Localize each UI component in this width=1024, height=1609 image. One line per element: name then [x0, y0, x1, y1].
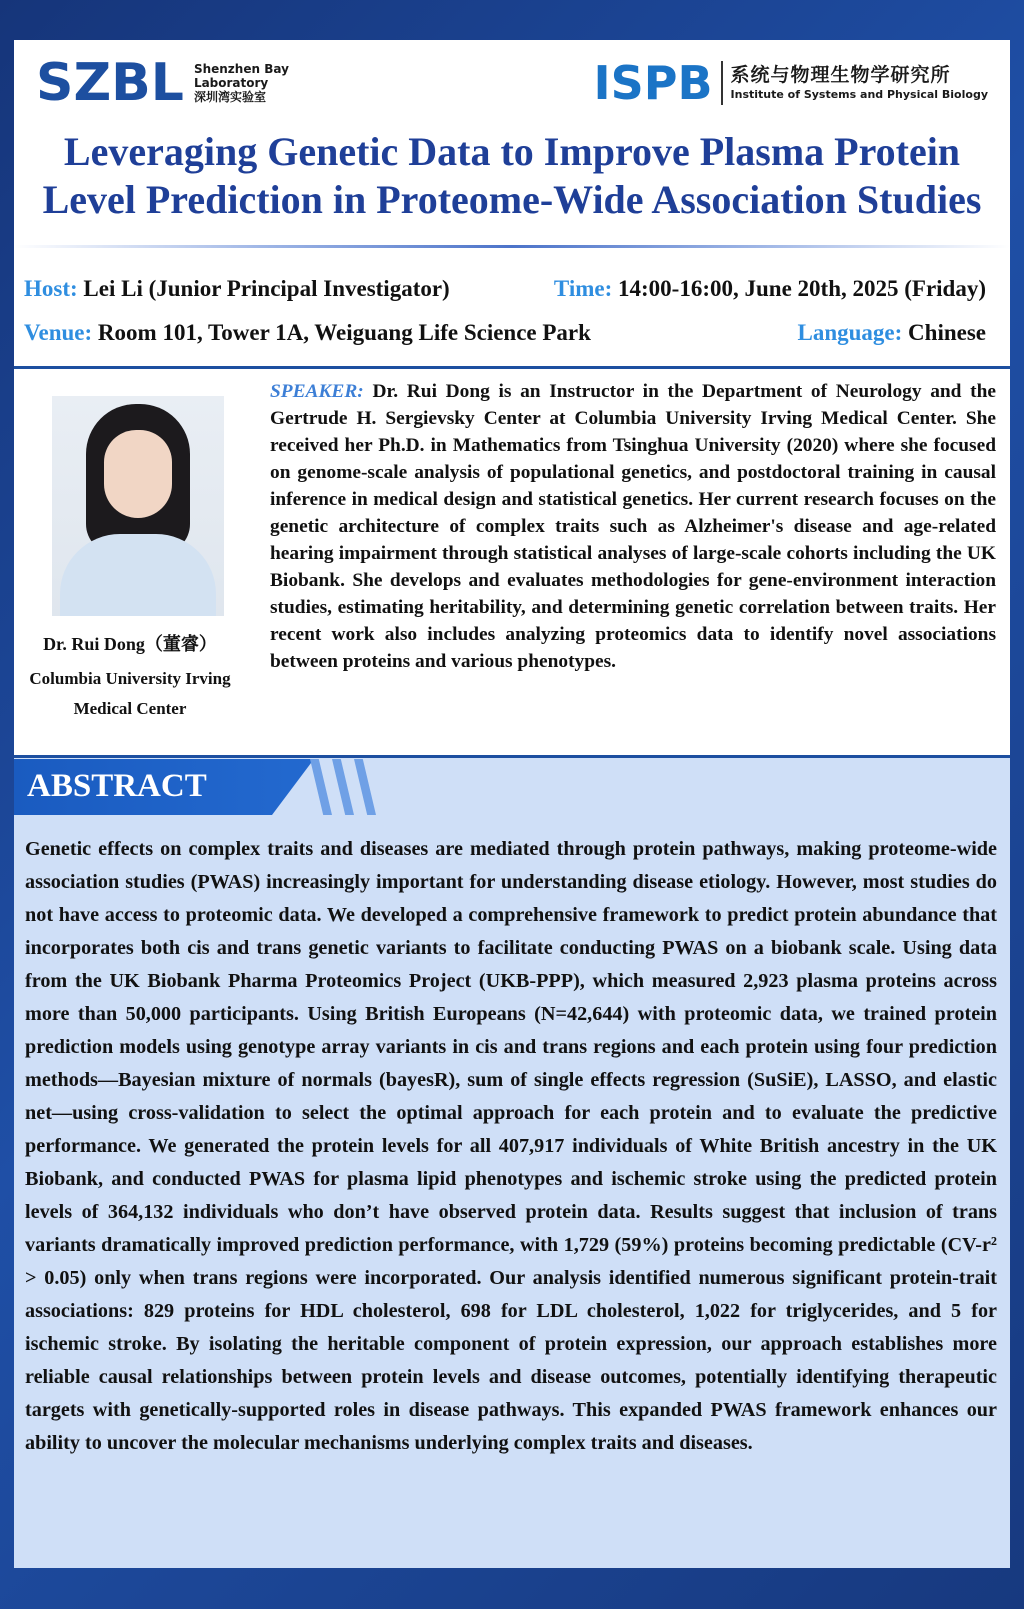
- time-group: [554, 276, 986, 302]
- title-line-2: Level Prediction in Proteome-Wide Association Studies: [42, 177, 982, 222]
- speaker-bio: [270, 378, 996, 675]
- abstract-text: Genetic effects on complex traits and diseases are mediated through protein pathways, making proteome-wide association studies (PWAS) increasingly important for understanding disease etiology. However, most studies do not have access to proteomic data. We developed a comprehensive framework to predict protein abundance that incorporates both cis and trans genetic variants to facilitate conducting PWAS on a biobank scale. Using data from the UK Biobank Pharma Proteomics Project (UKB-PPP), which measured 2,923 plasma proteins across more than 50,000 participants. Using British Europeans (N=42,644) with proteomic data, we trained protein prediction models using genotype array variants in cis and trans regions and each protein using four prediction methods—Bayesian mixture of normals (bayesR), sum of single effects regression (SuSiE), LASSO, and elastic net—using cross-validation to select the optimal approach for each protein and to evaluate the predictive performance. We generated the protein levels for all 407,917 individuals of White British ancestry in the UK Biobank, and conducted PWAS for plasma lipid phenotypes and ischemic stroke using the predicted protein levels of 364,132 individuals who don’t have observed protein data. Results suggest that inclusion of trans variants dramatically improved prediction performance, with 1,729 (59%) proteins becoming predictable (CV-r² > 0.05) only when trans regions were incorporated. Our analysis identified numerous significant protein-trait associations: 829 proteins for HDL cholesterol, 698 for LDL cholesterol, 1,022 for triglycerides, and 5 for ischemic stroke. By isolating the heritable component of protein expression, our approach establishes more reliable causal relationships between protein levels and disease outcomes, potentially identifying therapeutic targets with genetically-supported roles in disease pathways. This expanded PWAS framework enhances our ability to uncover the molecular mechanisms underlying complex traits and diseases.: [25, 838, 997, 1454]
- speaker-photo: [52, 396, 224, 616]
- info-divider: [14, 366, 1010, 369]
- bio-text: Dr. Rui Dong is an Instructor in the Department of Neurology and the Gertrude H. Sergievsky Center at Columbia University Irving Medical Center. She received her Ph.D. in Mathematics from Tsinghua University (2020) where she focused on genome-scale analysis of populational genetics, and postdoctoral training in causal inference in medical design and statistical genetics. Her current research focuses on the genetic architecture of complex traits such as Alzheimer's disease and age-related hearing impairment through statistical analyses of large-scale cohorts including the UK Biobank. She develops and evaluates methodologies for gene-environment interaction studies, estimating heritability, and determining genetic correlation between traits. Her recent work also includes analyzing proteomics data to identify novel associations between proteins and various phenotypes.: [270, 381, 996, 672]
- poster-frame: [14, 40, 1010, 1568]
- title-line-1: Leveraging Genetic Data to Improve Plasma Protein: [63, 129, 961, 174]
- photo-face: [104, 430, 172, 518]
- speaker-label: SPEAKER:: [270, 381, 364, 402]
- speaker-institution: [14, 664, 246, 724]
- time-label: Time:: [553, 276, 613, 301]
- language-label: Language:: [797, 320, 903, 345]
- host-value: Lei Li (Junior Principal Investigator): [77, 276, 450, 301]
- abstract-heading: ABSTRACT: [27, 768, 207, 804]
- title-divider: [14, 245, 1010, 248]
- talk-title: [14, 128, 1010, 224]
- speaker-name: Dr. Rui Dong（董睿）: [43, 634, 217, 654]
- ispb-chinese-name: 系统与物理生物学研究所: [730, 64, 951, 86]
- language-value: Chinese: [902, 320, 986, 345]
- szbl-line-1: Shenzhen Bay: [193, 62, 289, 76]
- institution-line-2: Medical Center: [73, 699, 187, 718]
- host-label: Host:: [24, 276, 78, 301]
- szbl-mark: SZBL: [36, 53, 184, 113]
- ispb-separator: [721, 61, 723, 105]
- institution-line-1: Columbia University Irving: [29, 669, 231, 688]
- ispb-logo: [593, 58, 988, 108]
- szbl-line-2: Laboratory: [193, 76, 269, 90]
- ispb-english-name: Institute of Systems and Physical Biology: [730, 88, 988, 101]
- ispb-text: [731, 63, 988, 103]
- info-row-host-time: [24, 276, 1000, 302]
- venue-label: Venue:: [24, 320, 93, 345]
- ispb-mark: ISPB: [593, 56, 713, 110]
- logo-bar: [14, 40, 1010, 113]
- info-row-venue-language: [24, 320, 1000, 346]
- language-group: [798, 320, 987, 346]
- time-value: 14:00-16:00, June 20th, 2025 (Friday): [612, 276, 986, 301]
- szbl-logo: [36, 53, 289, 113]
- szbl-text: [194, 62, 289, 104]
- photo-shirt: [60, 534, 216, 616]
- venue-value: Room 101, Tower 1A, Weiguang Life Science Park: [92, 320, 591, 345]
- szbl-line-3: 深圳湾实验室: [193, 90, 266, 104]
